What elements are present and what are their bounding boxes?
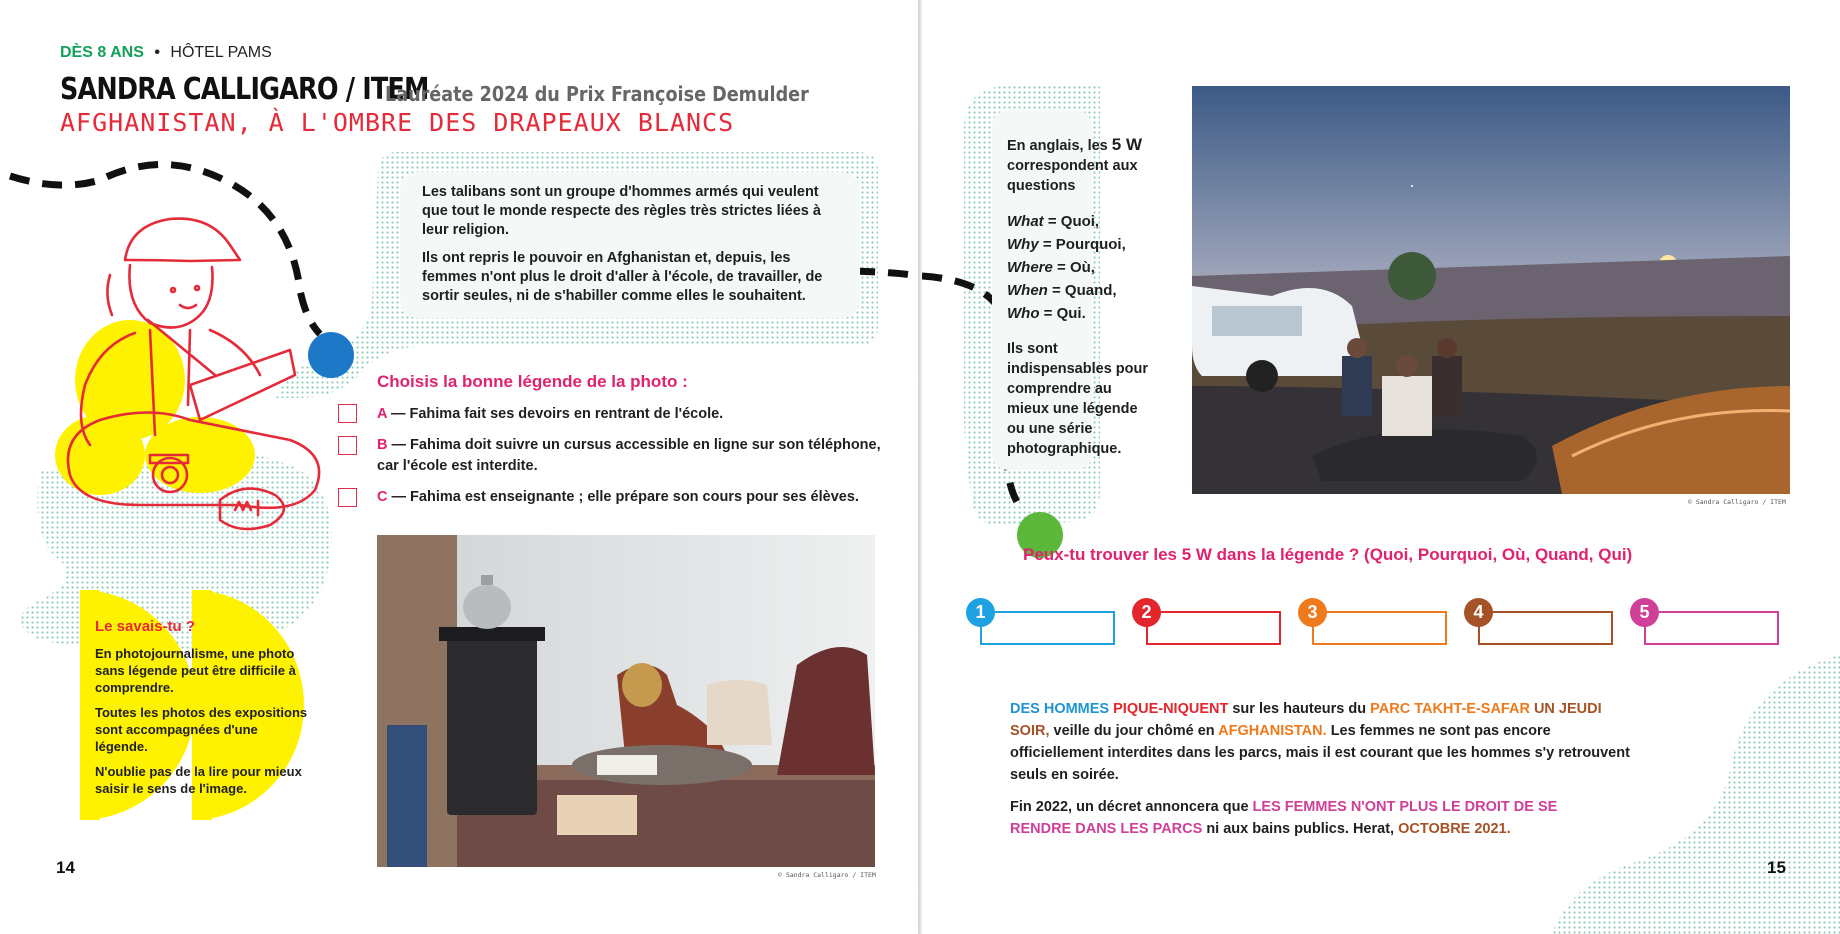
did-you-know-p1: En photojournalisme, une photo sans légende peut être difficile à comprendre. xyxy=(95,646,296,695)
answer-number-1: 1 xyxy=(966,598,995,627)
answer-number-4: 4 xyxy=(1464,598,1493,627)
answer-number-5: 5 xyxy=(1630,598,1659,627)
quiz-title: Choisis la bonne légende de la photo : xyxy=(377,372,688,391)
option-b-text: — Fahima doit suivre un cursus accessible en ligne sur son téléphone, car l'école est interdite. xyxy=(377,437,881,474)
page-number-right: 15 xyxy=(1767,858,1786,877)
photo-caption xyxy=(1010,698,1640,840)
caption-paragraph-2 xyxy=(1010,796,1590,840)
option-a-letter: A xyxy=(377,406,387,422)
caption-text-2: veille du jour chômé en xyxy=(1053,723,1215,739)
five-w-intro-b: 5 W xyxy=(1111,135,1143,154)
photo-credit-right: © Sandra Calligaro / ITEM xyxy=(1688,498,1786,506)
five-w-intro-c: correspondent aux questions xyxy=(1007,158,1138,194)
reporter-illustration xyxy=(40,205,330,545)
caption-where: PARC TAKHT-E-SAFAR xyxy=(1370,701,1530,717)
caption-country: AFGHANISTAN. xyxy=(1218,723,1327,739)
w-where: Where = Où, xyxy=(1007,259,1095,276)
option-b-checkbox[interactable] xyxy=(338,436,357,455)
page-14 xyxy=(0,0,918,934)
option-a-text: — Fahima fait ses devoirs en rentrant de l'école. xyxy=(390,406,724,422)
five-w-intro-a: En anglais, les xyxy=(1007,138,1108,154)
option-b xyxy=(377,435,887,477)
w-what: What = Quoi, xyxy=(1007,213,1100,230)
photo-picnic-park xyxy=(1192,86,1790,494)
option-a xyxy=(377,404,887,425)
caption-text-1: sur les hauteurs du xyxy=(1232,701,1367,717)
caption-text-4: Fin 2022, un décret annoncera que xyxy=(1010,799,1249,815)
did-you-know-title: Le savais-tu ? xyxy=(95,618,196,635)
venue-label: HÔTEL PAMS xyxy=(170,44,272,61)
exhibition-title: AFGHANISTAN, À L'OMBRE DES DRAPEAUX BLANCS xyxy=(60,108,735,137)
option-c-text: — Fahima est enseignante ; elle prépare son cours pour ses élèves. xyxy=(391,489,859,505)
answer-field-4[interactable] xyxy=(1478,611,1613,645)
five-w-question: Peux-tu trouver les 5 W dans la légende ? (Quoi, Pourquoi, Où, Quand, Qui) xyxy=(1023,545,1633,564)
caption-when: UN JEUDI SOIR, xyxy=(1010,701,1602,739)
did-you-know-box xyxy=(95,618,310,805)
option-c-letter: C xyxy=(377,489,388,505)
w-who: Who = Qui. xyxy=(1007,305,1086,322)
five-w-outro: Ils sont indispensables pour comprendre au mieux une légende ou une série photographique. xyxy=(1007,341,1148,457)
caption-text-3: Les femmes ne sont pas encore officiellement interdites dans les parcs, mais il est courant que les hommes s'y retrouvent seuls en soirée. xyxy=(1010,723,1630,783)
five-w-text xyxy=(1007,135,1157,459)
audience-tagline xyxy=(60,44,272,62)
did-you-know-p3: N'oublie pas de la lire pour mieux saisir le sens de l'image. xyxy=(95,764,302,796)
answer-number-3: 3 xyxy=(1298,598,1327,627)
blue-dot xyxy=(308,332,354,378)
intro-paragraph-2: Ils ont repris le pouvoir en Afghanistan et, depuis, les femmes n'ont plus le droit d'aller à l'école, de travailler, de sortir seules, ni de s'habiller comme elles le souhaitent. xyxy=(422,250,823,304)
page-15 xyxy=(922,0,1840,934)
caption-date: OCTOBRE 2021. xyxy=(1398,821,1511,837)
photo-fahima-studying xyxy=(377,535,875,867)
option-c xyxy=(377,487,887,508)
option-c-checkbox[interactable] xyxy=(338,488,357,507)
bullet-separator: • xyxy=(154,44,160,61)
answer-field-5[interactable] xyxy=(1644,611,1779,645)
did-you-know-p2: Toutes les photos des expositions sont accompagnées d'une légende. xyxy=(95,705,308,754)
caption-what: PIQUE-NIQUENT xyxy=(1113,701,1229,717)
intro-paragraph-1: Les talibans sont un groupe d'hommes armés qui veulent que tout le monde respecte des règles très strictes liées à leur religion. xyxy=(422,184,821,238)
caption-who: DES HOMMES xyxy=(1010,701,1110,717)
five-w-intro xyxy=(1007,135,1157,196)
five-w-list xyxy=(1007,210,1157,325)
w-why: Why = Pourquoi, xyxy=(1007,236,1126,253)
option-a-checkbox[interactable] xyxy=(338,404,357,423)
age-label: DÈS 8 ANS xyxy=(60,44,144,61)
caption-text-5: ni aux bains publics. Herat, xyxy=(1206,821,1395,837)
award-subtitle: Lauréate 2024 du Prix Françoise Demulder xyxy=(385,82,809,106)
photo-credit-left: © Sandra Calligaro / ITEM xyxy=(778,871,876,879)
option-b-letter: B xyxy=(377,437,388,453)
page-number-left: 14 xyxy=(56,858,75,877)
answer-number-2: 2 xyxy=(1132,598,1161,627)
caption-why: LES FEMMES N'ONT PLUS LE DROIT DE SE RENDRE DANS LES PARCS xyxy=(1010,799,1558,837)
photographer-name: SANDRA CALLIGARO / ITEM xyxy=(60,72,429,107)
answer-field-3[interactable] xyxy=(1312,611,1447,645)
answer-field-1[interactable] xyxy=(980,611,1115,645)
intro-text xyxy=(422,183,842,306)
caption-paragraph-1 xyxy=(1010,698,1640,786)
answer-field-2[interactable] xyxy=(1146,611,1281,645)
w-when: When = Quand, xyxy=(1007,282,1117,299)
